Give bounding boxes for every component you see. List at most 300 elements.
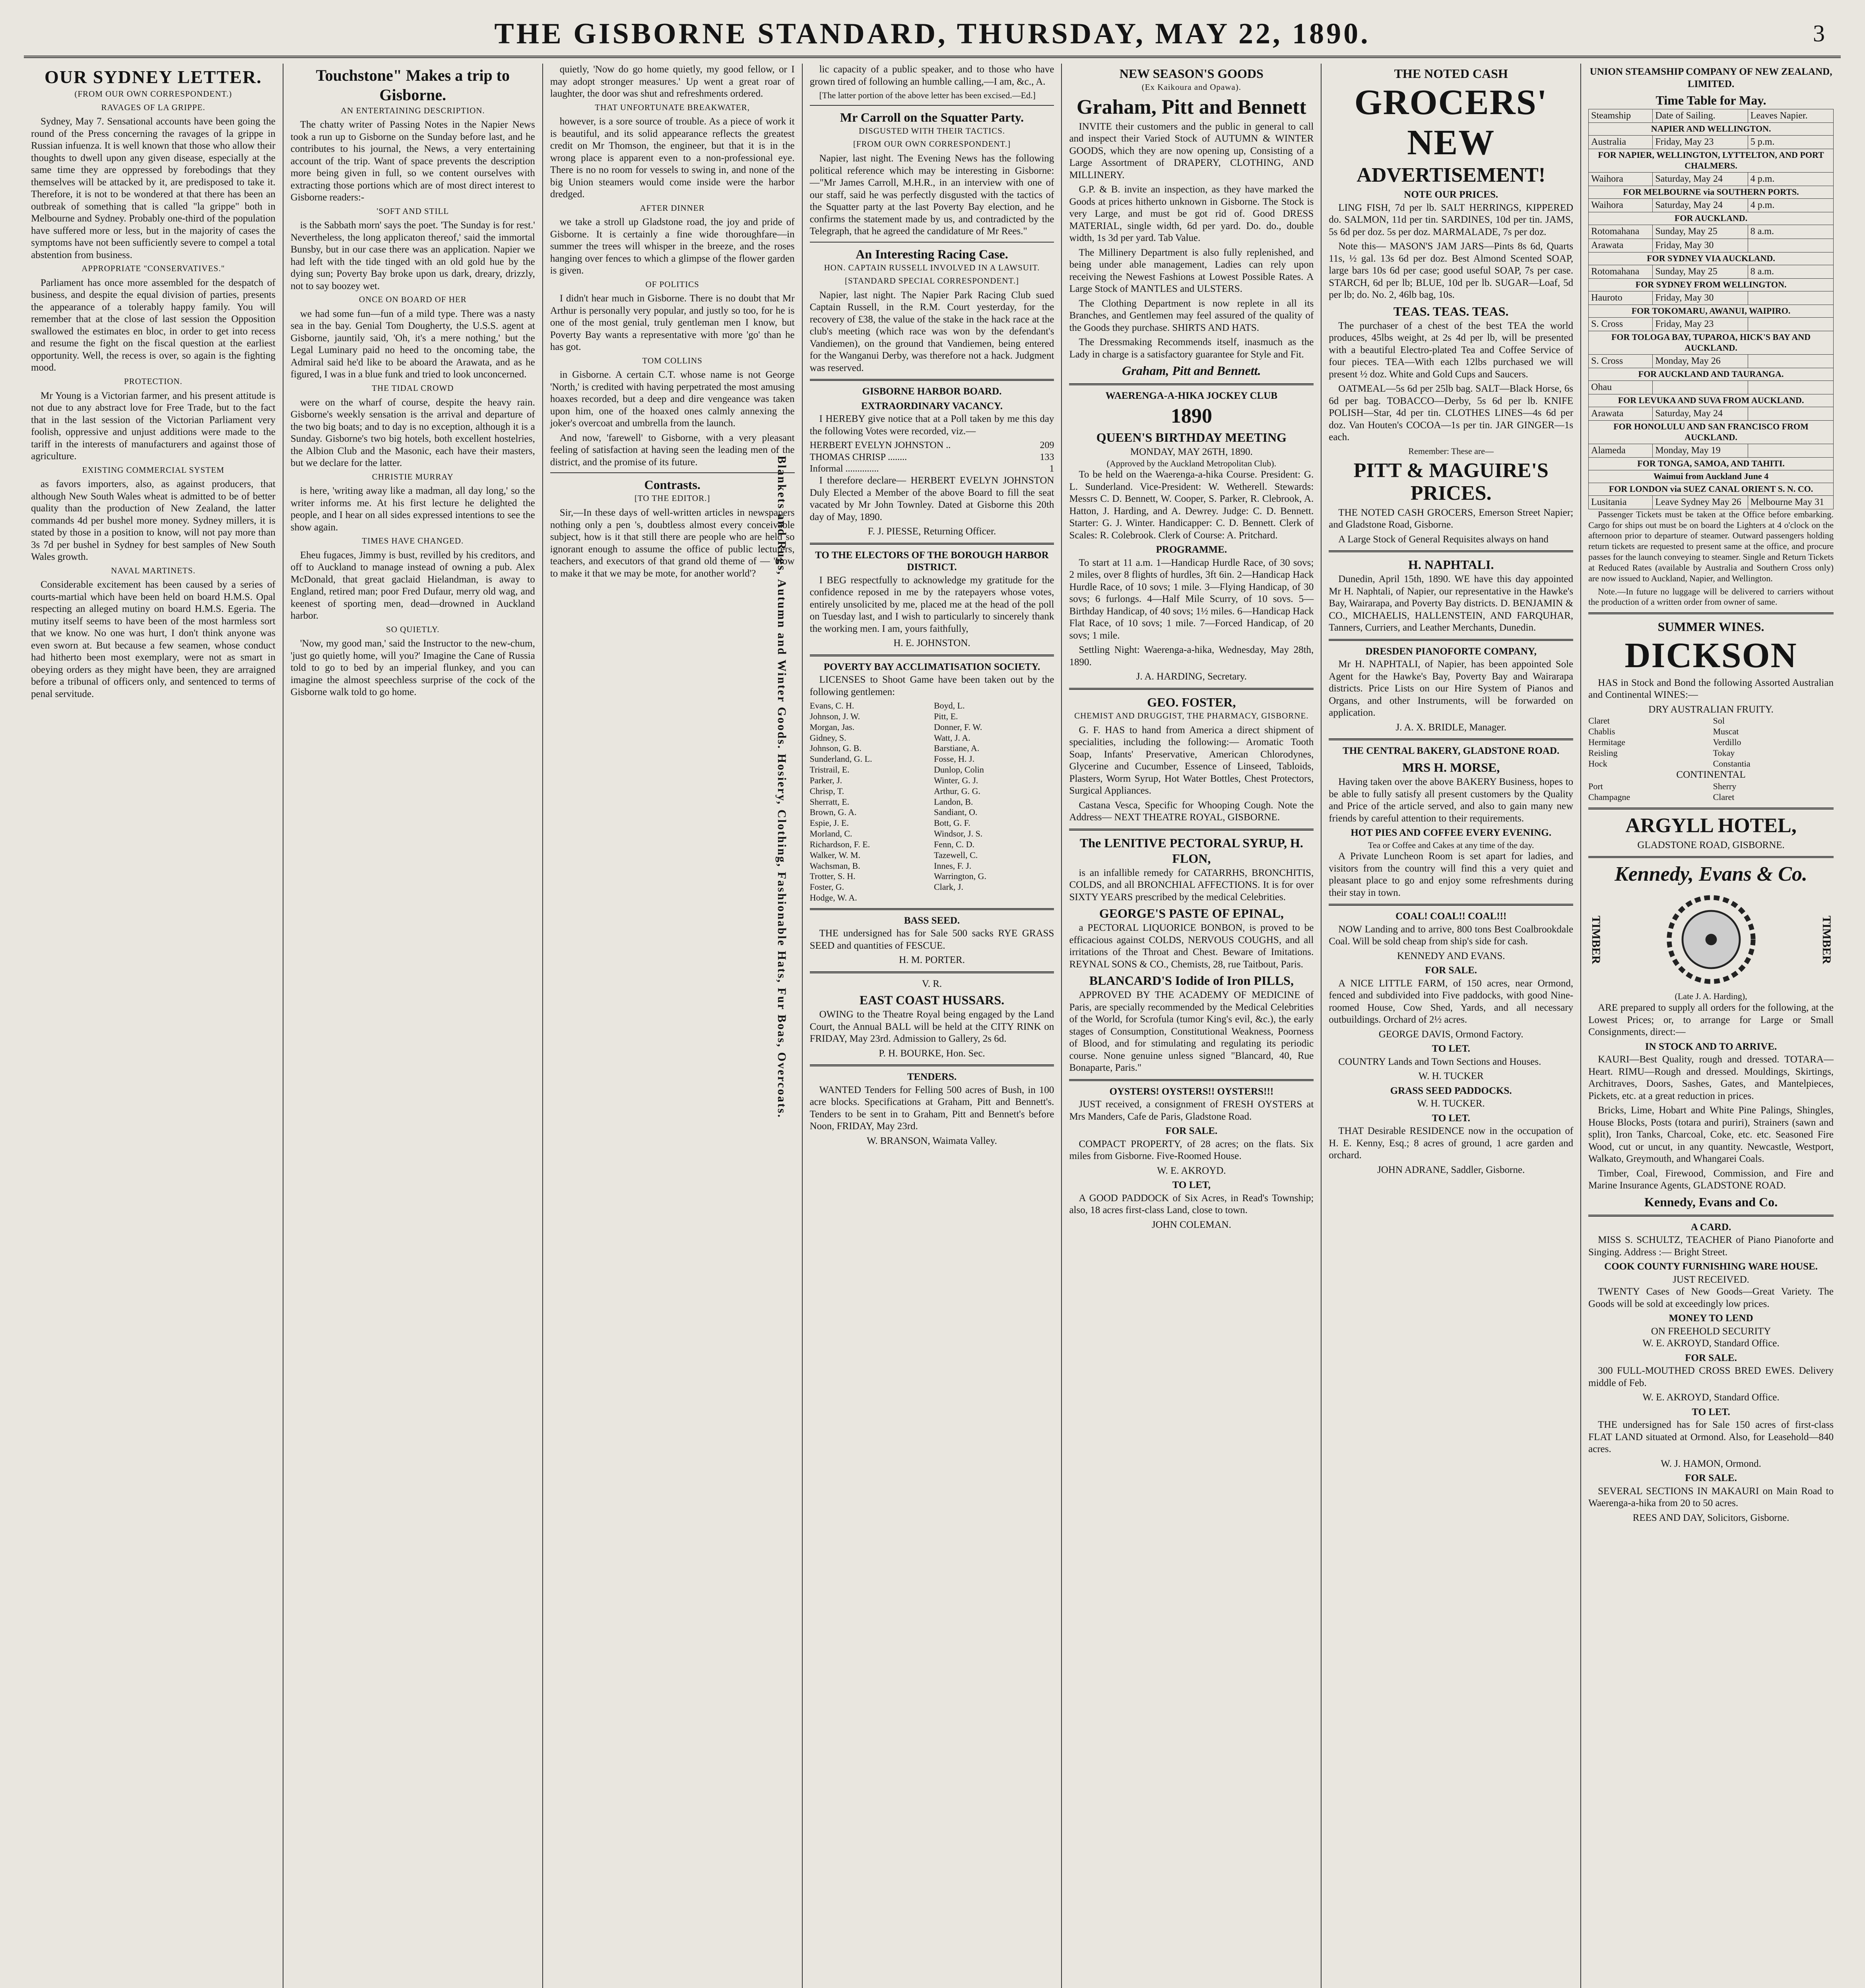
- subheading: CHEMIST AND DRUGGIST, THE PHARMACY, GISBORNE.: [1074, 711, 1309, 720]
- column-3: [543, 64, 803, 1988]
- signature: REES AND DAY, Solicitors, Gisborne.: [1632, 1512, 1789, 1523]
- licensee-list: [810, 701, 1054, 903]
- timetable-destination: NAPIER AND WELLINGTON.: [1589, 123, 1834, 136]
- wine-list: [1588, 716, 1834, 769]
- timetable-row: Australia Friday, May 23 5 p.m.: [1589, 136, 1834, 149]
- subheading: JUST RECEIVED.: [1673, 1274, 1749, 1285]
- ad-big-new: NEW: [1407, 122, 1495, 162]
- licensee-name: Barstiane, A.: [934, 743, 980, 753]
- ad-text: Timber, Coal, Firewood, Commission, and Fire and Marine Insurance Agents, GLADSTONE ROAD.: [1588, 1168, 1834, 1191]
- divider: [1329, 738, 1573, 740]
- ad-text: Passenger Tickets must be taken at the Office before embarking. Cargo for ships out must be on board the Lighters at 4 o'clock on the afternoon prior to departure of steamer. Outward passengers holding return tickets are requested to present same at the office, and procure passes for the launch conveying to steamer. Single and Return Tickets at Reduced Rates (available by Australia and Southern Cross only) are now issued to Auckland, Napier, and Wellington.: [1588, 509, 1834, 583]
- licensee-name: Evans, C. H.: [809, 701, 854, 711]
- article-paragraph: we had some fun—fun of a mild type. There was a nasty sea in the bay. Genial Tom Dougherty, the U.S.S. agent at Gisborne, jauntily said, 'Oh, it's a mere nothing,' but the Legal Luminary paid no heed to the oncoming tabe, the Admiral said he'd like to be aboard the Arawata, and as he figured, I was in a blue funk and tried to look unconcerned.: [290, 308, 535, 380]
- remember-note: Remember: These are—: [1408, 446, 1494, 456]
- ad-text: 300 FULL-MOUTHED CROSS BRED EWES. Delivery middle of Feb.: [1588, 1365, 1834, 1388]
- section-heading: AFTER DINNER: [640, 203, 705, 213]
- licensee-name: Sandiant, O.: [934, 807, 978, 817]
- wine-name: Constantia: [1713, 758, 1750, 769]
- divider: [1069, 829, 1314, 831]
- licensee-name: Brown, G. A.: [809, 807, 857, 817]
- ad-text: THE undersigned has for Sale 500 sacks RYE GRASS SEED and quantities of FESCUE.: [809, 928, 1054, 951]
- signature: P. H. BOURKE, Hon. Sec.: [879, 1048, 985, 1059]
- licensee-name: Windsor, J. S.: [934, 829, 983, 839]
- ad-text: A Large Stock of General Requisites always on hand: [1338, 534, 1549, 545]
- ad-title-dresden: DRESDEN PIANOFORTE COMPANY,: [1365, 646, 1537, 657]
- timetable-destination: FOR SYDNEY FROM WELLINGTON.: [1589, 278, 1834, 291]
- article-title-sydney-letter: OUR SYDNEY LETTER.: [45, 67, 262, 87]
- licensee-name: Walker, W. M.: [809, 850, 861, 860]
- ad-title-for-sale: FOR SALE.: [1165, 1126, 1218, 1137]
- ad-title-oysters: OYSTERS! OYSTERS!! OYSTERS!!!: [1109, 1086, 1274, 1097]
- ad-text: KAURI—Best Quality, rough and dressed. TOTARA—Heart. RIMU—Rough and dressed. Mouldings, Skirtings, Architraves, Doors, Sashes, Gates, and Mantelpieces, Pickets, etc. at a great reduction in prices.: [1588, 1054, 1834, 1101]
- section-heading: SO QUIETLY.: [386, 624, 440, 634]
- signature: W. H. TUCKER: [1418, 1071, 1484, 1082]
- subheading: (Late J. A. Harding),: [1675, 991, 1747, 1002]
- ad-text: Note.—In future no luggage will be delivered to carriers without the production of a written order from owner of same.: [1588, 586, 1834, 607]
- licensee-name: Bott, G. F.: [934, 818, 970, 828]
- divider: [550, 472, 795, 473]
- ad-title-blancard: BLANCARD'S Iodide of Iron PILLS,: [1089, 973, 1294, 988]
- subheading: DISGUSTED WITH THEIR TACTICS.: [859, 126, 1005, 136]
- divider: [1329, 550, 1573, 552]
- ad-text: A NICE LITTLE FARM, of 150 acres, near Ormond, fenced and subdivided into Five paddocks, with good Nine-roomed House, Cow Shed, Yards, and all necessary outbuildings. Orchard of 2½ acres.: [1329, 978, 1574, 1025]
- sawblade-row: [1588, 888, 1834, 991]
- section-heading: TOM COLLINS: [642, 355, 703, 365]
- timetable-row: S. Cross Monday, May 26: [1589, 354, 1834, 368]
- article-paragraph: Mr Young is a Victorian farmer, and his present attitude is not due to any abstract love for Free Trade, but to the fact that in the last session of the Victorian Parliament very foolish, oppressive and unjust additions were made to the tariff in the interests of manufacturers and against those of agriculture.: [31, 390, 276, 462]
- column-5: [1062, 64, 1322, 1988]
- signature: W. H. TUCKER.: [1417, 1098, 1485, 1109]
- wine-name: Port: [1588, 781, 1603, 791]
- teas-heading: TEAS. TEAS. TEAS.: [1393, 304, 1509, 318]
- column-7: [1581, 64, 1841, 1988]
- section-heading: OF POLITICS: [645, 279, 699, 289]
- ad-text: The Clothing Department is now replete in all its Branches, and Gentlemen may feel assured of the quality of the Goods they purchase. SHIRTS AND HATS.: [1069, 298, 1314, 333]
- ad-text: A GOOD PADDOCK of Six Acres, in Read's Township; also, 18 acres first-class Land, close to town.: [1069, 1192, 1314, 1216]
- divider: [810, 543, 1054, 545]
- subheading: [TO THE EDITOR.]: [634, 493, 710, 503]
- timber-label-right: TIMBER: [1820, 915, 1833, 964]
- article-paragraph: were on the wharf of course, despite the heavy rain. Gisborne's weekly sensation is the arrival and departure of the two big boats; and to day is no exception, although it is a Sunday. Gisborne's two big hotels, both excellent hostelries, the Albion Club and the Masonic, each have their masters, but we declare for the latter.: [290, 397, 535, 469]
- timetable-header: Steamship Date of Sailing. Leaves Napier.: [1589, 109, 1834, 123]
- firm-name: Graham, Pitt and Bennett.: [1122, 363, 1261, 378]
- licensee-name: Sunderland, G. L.: [809, 754, 872, 764]
- ad-title-new-season-goods: NEW SEASON'S GOODS: [1119, 66, 1263, 81]
- ad-big-grocers: GROCERS': [1354, 83, 1548, 122]
- subheading: GLADSTONE ROAD, GISBORNE.: [1637, 839, 1785, 850]
- divider: [1069, 1079, 1314, 1081]
- timetable-row: Waihora Saturday, May 24 4 p.m.: [1589, 173, 1834, 186]
- signature: W. E. AKROYD.: [1157, 1165, 1226, 1176]
- signature: W. J. HAMON, Ormond.: [1661, 1458, 1761, 1469]
- licensee-name: Innes, F. J.: [934, 860, 972, 871]
- event-date: MONDAY, MAY 26TH, 1890.: [1130, 447, 1253, 458]
- article-title-racing: An Interesting Racing Case.: [856, 247, 1008, 261]
- ad-text: MISS S. SCHULTZ, TEACHER of Piano Pianoforte and Singing. Address :— Bright Street.: [1588, 1235, 1834, 1258]
- divider: [810, 242, 1054, 243]
- wine-name: Sherry: [1713, 781, 1737, 791]
- ad-text: OWING to the Theatre Royal being engaged by the Land Court, the Annual BALL will be held at the CITY RINK on FRIDAY, May 23rd. Admission to Gallery, 2s 6d.: [809, 1009, 1054, 1044]
- section-heading: RAVAGES OF LA GRIPPE.: [101, 102, 206, 112]
- article-paragraph: lic capacity of a public speaker, and to those who have grown tired of following an humble calling,—I am, &c., A.: [809, 64, 1054, 87]
- ad-text: LICENSES to Shoot Game have been taken out by the following gentlemen:: [809, 674, 1054, 697]
- vote-row: Informal .............. 1: [809, 463, 1054, 474]
- wine-name: Chablis: [1588, 726, 1615, 737]
- timetable-destination: FOR TOKOMARU, AWANUI, WAIPIRO.: [1589, 305, 1834, 317]
- ad-title-union-steamship: UNION STEAMSHIP COMPANY OF NEW ZEALAND, LIMITED.: [1589, 66, 1832, 89]
- page-number: 3: [1813, 20, 1825, 47]
- licensee-name: Johnson, G. B.: [809, 743, 862, 753]
- masthead: [24, 12, 1841, 58]
- timetable-destination: FOR SYDNEY VIA AUCKLAND.: [1589, 252, 1834, 265]
- ad-text: HAS in Stock and Bond the following Assorted Australian and Continental WINES:—: [1588, 677, 1834, 701]
- divider: [1588, 612, 1834, 614]
- subheading: (Ex Kaikoura and Opawa).: [1141, 82, 1241, 92]
- licensee-name: Boyd, L.: [934, 701, 965, 711]
- wine-name: Muscat: [1713, 726, 1739, 737]
- ad-subtitle: EXTRAORDINARY VACANCY.: [861, 400, 1003, 412]
- signature: KENNEDY AND EVANS.: [1397, 950, 1505, 961]
- timetable-row: S. Cross Friday, May 23: [1589, 317, 1834, 331]
- article-paragraph: quietly, 'Now do go home quietly, my good fellow, or I may adopt stronger measures.' Up went a great roar of laughter, the door was shut and refreshments ordered.: [550, 64, 795, 99]
- ad-title-argyll: ARGYLL HOTEL,: [1625, 814, 1797, 837]
- licensee-name: Clark, J.: [934, 882, 963, 892]
- timetable-row: Alameda Monday, May 19: [1589, 444, 1834, 457]
- ad-text: Note this— MASON'S JAM JARS—Pints 8s 6d, Quarts 11s, ½ gal. 13s 6d per doz. Best Almond Scented SOAP, large bars 10s 6d per case; good useful SOAP, 7s per case. STARCH, 6d per lb; BLUE, 10d per lb. SUGAR—Loaf, 5d per lb; do. No. 2, 46lb bag, 10s.: [1329, 241, 1574, 301]
- ad-text: APPROVED BY THE ACADEMY OF MEDICINE of Paris, are specially recommended by the Medical Celebrities of the World, for Scrofula (tumor King's evil, &c.), the early stages of Consumption, Constitutional Weakness, Poorness of Blood, and for stimulating and regulating its periodic course. None genuine unless signed "Blancard, 40, Rue Bonaparte, Paris.": [1069, 990, 1314, 1074]
- signature: W. E. AKROYD, Standard Office.: [1642, 1392, 1780, 1403]
- pitt-maguire-prices: PITT & MAGUIRE'S PRICES.: [1353, 459, 1549, 505]
- article-paragraph: Eheu fugaces, Jimmy is bust, revilled by his creditors, and off to Auckland to manage instead of owning a pub. Alex McDonald, that great gaclaid Hielandman, is away to England, retired man; poor Fred Dufaur, merry old wag, and keenest of sporting men, dead—drowned in Auckland harbor.: [290, 549, 535, 621]
- ad-title-harbor-board: GISBORNE HARBOR BOARD.: [862, 386, 1002, 397]
- licensee-name: Sherratt, E.: [809, 796, 850, 807]
- licensee-name: Arthur, G. G.: [934, 786, 981, 796]
- licensee-name: Landon, B.: [934, 796, 973, 807]
- ad-title-electors: TO THE ELECTORS OF THE BOROUGH HARBOR DISTRICT.: [815, 549, 1049, 573]
- ad-text: is an infallible remedy for CATARRHS, BRONCHITIS, COLDS, and all BRONCHIAL AFFECTIONS. It is for over SIXTY YEARS prescribed by the medical Celebrities.: [1069, 867, 1314, 903]
- ad-text: ARE prepared to supply all orders for the following, at the Lowest Prices; or, to arrange for Large or Small Consignments, direct:—: [1588, 1002, 1834, 1038]
- article-paragraph: Sir,—In these days of well-written articles in newspapers nothing only a pen 's, doubtless almost every conceivable subject, how is it that still there are people who are held so ignorant enough to assume the office of public lecturers, teachers, and executors of that grand old theme of — 'How to make it that we may be mote, for another world'?: [550, 507, 795, 579]
- timber-label-left: TIMBER: [1589, 915, 1603, 964]
- ad-title-for-sale: FOR SALE.: [1685, 1473, 1737, 1484]
- divider: [810, 379, 1054, 381]
- article-paragraph: And now, 'farewell' to Gisborne, with a very pleasant feeling of satisfaction at having seen the leading men of the district, and the promise of its future.: [550, 432, 795, 468]
- licensee-name: Chrisp, T.: [809, 786, 844, 796]
- column-1: [24, 64, 283, 1988]
- licensee-name: Parker, J.: [809, 775, 842, 785]
- ad-text: NOW Landing and to arrive, 800 tons Best Coalbrookdale Coal. Will be sold cheap from ship's side for cash.: [1329, 924, 1574, 947]
- timetable-row: Waihora Saturday, May 24 4 p.m.: [1589, 199, 1834, 212]
- subheading: DRY AUSTRALIAN FRUITY.: [1648, 704, 1774, 715]
- divider: [810, 654, 1054, 656]
- ad-text: TWENTY Cases of New Goods—Great Variety. The Goods will be sold at exceedingly low prices.: [1588, 1286, 1834, 1309]
- ad-text: COMPACT PROPERTY, of 28 acres; on the flats. Six miles from Gisborne. Five-Roomed House.: [1069, 1138, 1314, 1162]
- ad-text: LING FISH, 7d per lb. SALT HERRINGS, KIPPERED do. SALMON, 11d per tin. SARDINES, 10d per tin. JAMS, 5s 6d per doz. 5s per doz. MARMALADE, 7s per doz.: [1329, 202, 1574, 237]
- byline: (FROM OUR OWN CORRESPONDENT.): [74, 89, 232, 99]
- licensee-name: Winter, G. J.: [934, 775, 978, 785]
- section-heading: EXISTING COMMERCIAL SYSTEM: [82, 465, 225, 475]
- timetable-destination: Waimui from Auckland June 4: [1589, 470, 1834, 483]
- ad-subtitle: NOTE OUR PRICES.: [1404, 189, 1498, 200]
- ad-title-geo-foster: GEO. FOSTER,: [1147, 695, 1236, 709]
- ad-text: a PECTORAL LIQUORICE BONBON, is proved to be efficacious against COLDS, NERVOUS COUGHS, and all irritations of the Throat and Chest. Beware of Imitations. REYNAL SONS & CO., Chemists, 28, rue Taitbout, Paris.: [1069, 922, 1314, 970]
- licensee-name: Espie, J. E.: [809, 818, 849, 828]
- ad-text: OATMEAL—5s 6d per 25lb bag. SALT—Black Horse, 6s 6d per bag. TOBACCO—Derby, 5s 6d per lb. KNIFE POLISH—Star, 4d per tin. CLOTHES LINES—4s 6d per doz. Van Houten's COCOA—1s per tin. JAR GINGER—1s each.: [1329, 383, 1574, 443]
- licensee-name: Donner, F. W.: [934, 722, 982, 732]
- article-paragraph: as favors importers, also, as against producers, that although New South Wales wheat is admitted to be of better quality than the production of New Zealand, the latter commands 4d per bushel more money. Sydney millers, it is stated by those in a position to know, will not pay more than 3s 7d per bushel in Sydney for best samples of New South Wales growth.: [31, 479, 276, 563]
- signature: GEORGE DAVIS, Ormond Factory.: [1378, 1029, 1523, 1040]
- article-paragraph: Considerable excitement has been caused by a series of courts-martial which have been held on board H.M.S. Opal respecting an alleged mutiny on board H.M.S. Egeria. The mutiny itself seems to have been of the most harmless sort that we know. No one was hurt, I don't think anyone was even sworn at. But because a few seamen, whose conduct had hitherto been most exemplary, were not as smart in obeying orders as they might have been, they are arraigned before a tribunal of officers only, and sentenced to terms of penal servitude.: [31, 579, 276, 699]
- wine-name: Hermitage: [1588, 737, 1626, 747]
- ad-text: The Millinery Department is also fully replenished, and being under able management, Ladies can rely upon receiving the Newest Fashions at Lowest Possible Rates. A Large Stock of MANTLES and ULSTERS.: [1069, 247, 1314, 295]
- licensee-name: Warrington, G.: [934, 871, 987, 881]
- wine-name: Hock: [1588, 758, 1607, 769]
- licensee-name: Tristrail, E.: [809, 765, 850, 775]
- vote-row: HERBERT EVELYN JOHNSTON .. 209: [809, 440, 1054, 451]
- timetable-row: Ohau: [1589, 381, 1834, 394]
- article-paragraph: The chatty writer of Passing Notes in the Napier News took a run up to Gisborne on the Sunday before last, and he contributes to his journal, the News, a very entertaining account of the trip. Want of space prevents the description more being given in full, so we content ourselves with extracting those portions which are of most direct interest to Gisborne readers:-: [290, 119, 535, 203]
- licensee-name: Dunlop, Colin: [934, 765, 984, 775]
- licensee-name: Hodge, W. A.: [809, 893, 857, 903]
- wine-list-continental: [1588, 781, 1834, 803]
- timetable-destination: FOR TOLOGA BAY, TUPAROA, HICK'S BAY AND AUCKLAND.: [1589, 331, 1834, 355]
- licensee-name: Morgan, Jas.: [809, 722, 855, 732]
- licensee-name: Johnson, J. W.: [809, 711, 860, 721]
- article-paragraph: we take a stroll up Gladstone road, the joy and pride of Gisborne. It is certainly a fine wide thoroughfare—in summer the trees will whisper in the breeze, and the roses hanging over fences to which a glimpse of the flower garden is given.: [550, 217, 795, 276]
- divider: [810, 1064, 1054, 1066]
- licensee-name: Tazewell, C.: [934, 850, 978, 860]
- licensee-name: Trotter, S. H.: [809, 871, 856, 881]
- ad-text: I therefore declare— HERBERT EVELYN JOHNSTON Duly Elected a Member of the above Board to fill the seat vacated by Mr John Townley. Dated at Gisborne this 20th day of May, 1890.: [809, 475, 1054, 522]
- divider: [810, 908, 1054, 910]
- wine-name: Claret: [1713, 792, 1735, 802]
- ad-title-jockey-club: WAERENGA-A-HIKA JOCKEY CLUB: [1105, 390, 1278, 402]
- ad-title-to-let: TO LET.: [1432, 1112, 1470, 1124]
- signature: JOHN ADRANE, Saddler, Gisborne.: [1377, 1164, 1525, 1175]
- divider: [1329, 639, 1573, 641]
- column-6: [1322, 64, 1581, 1988]
- section-heading: 'SOFT AND STILL: [376, 206, 449, 216]
- timetable-destination: FOR LEVUKA AND SUVA FROM AUCKLAND.: [1589, 394, 1834, 407]
- timetable-title: Time Table for May.: [1655, 93, 1766, 107]
- firm-name: Graham, Pitt and Bennett: [1076, 95, 1306, 118]
- event-title: QUEEN'S BIRTHDAY MEETING: [1096, 430, 1287, 445]
- ad-text: THE NOTED CASH GROCERS, Emerson Street Napier; and Gladstone Road, Gisborne.: [1329, 507, 1574, 530]
- ad-title-naphtali: H. NAPHTALI.: [1408, 557, 1494, 572]
- signature: H. M. PORTER.: [899, 955, 965, 966]
- licensee-name: Wachsman, B.: [809, 860, 860, 871]
- column-2: [283, 64, 543, 1988]
- vote-row: THOMAS CHRISP ........ 133: [809, 452, 1054, 462]
- licensee-name: Watt, J. A.: [934, 732, 970, 743]
- timetable-row: Lusitania Leave Sydney May 26 Melbourne May 31: [1589, 495, 1834, 509]
- ad-text: THAT Desirable RESIDENCE now in the occupation of H. E. Kenny, Esq.; 8 acres of ground, 1 acre garden and orchard.: [1329, 1126, 1574, 1161]
- licensee-name: [934, 893, 1054, 903]
- ad-text: COUNTRY Lands and Town Sections and Houses.: [1338, 1056, 1541, 1067]
- article-title-contrasts: Contrasts.: [644, 478, 701, 492]
- vote-results: [810, 440, 1054, 475]
- signature: J. A. HARDING, Secretary.: [1136, 671, 1247, 682]
- byline: [FROM OUR OWN CORRESPONDENT.]: [853, 139, 1011, 149]
- timetable-row: Rotomahana Sunday, May 25 8 a.m.: [1589, 225, 1834, 239]
- ad-title-cook-county: COOK COUNTY FURNISHING WARE HOUSE.: [1604, 1261, 1818, 1272]
- programme-heading: PROGRAMME.: [1156, 544, 1227, 555]
- signature: W. E. AKROYD, Standard Office.: [1642, 1338, 1780, 1349]
- section-heading: THAT UNFORTUNATE BREAKWATER,: [595, 102, 750, 112]
- article-paragraph: however, is a sore source of trouble. As a piece of work it is beautiful, and its solid appearance reflects the greatest credit on Mr Thomson, the engineer, but that it is in the wrong place is apparent even to a non-professional eye. There is no no room for vessels to swing in, and none of the big Union steamers would come inside were the harbor dredged.: [550, 116, 795, 200]
- article-paragraph: 'Now, my good man,' said the Instructor to the new-chum, 'just go quietly home, will you?' Imagine the Cane of Russia told to go to bed by an imperial flunkey, and you can imagine the almost speechless surprise of the cock of the Gisborne walk told to go home.: [290, 638, 535, 698]
- ad-text: To start at 11 a.m. 1—Handicap Hurdle Race, of 30 sovs; 2 miles, over 8 flights of hurdles, 3ft 6in. 2—Handicap Hack Hurdle Race, of 10 sovs; 1 mile. 3—Flying Handicap, of 30 sovs; 6 furlongs. 4—Half Mile Scurry, of 10 sovs. 5—Birthday Handicap, of 40 sovs; 1½ miles. 6—Handicap Hack Flat Race, of 10 sovs; 1 mile. 7—Forced Handicap, of 20 sovs; 1 mile.: [1069, 557, 1314, 641]
- approval-note: (Approved by the Auckland Metropolitan Club).: [1106, 458, 1277, 468]
- ad-text: The Dressmaking Recommends itself, inasmuch as the Lady in charge is a satisfactory guarantee for Style and Fit.: [1069, 337, 1314, 360]
- divider: [1069, 688, 1314, 690]
- signature: F. J. PIESSE, Returning Officer.: [867, 526, 996, 537]
- signature: JOHN COLEMAN.: [1151, 1219, 1231, 1230]
- ad-text: To be held on the Waerenga-a-hika Course. President: G. L. Sunderland. Vice-President: W. Wetherell. Stewards: Messrs C. D. Bennett, W. Cooper, S. Parker, R. Clebrook, A. Hatton, J. Harding, and A. Dewrey. Judge: C. D. Bennett. Starter: G. J. Winter. Handicapper: C. D. Bennett. Clerk of Scales: R. Colebrook. Clerk of Course: A. Pritchard.: [1069, 469, 1314, 541]
- ad-text: WANTED Tenders for Felling 500 acres of Bush, in 100 acre blocks. Specifications at Graham, Pitt and Bennett's. Tenders to be sent in to Graham, Pitt and Bennett's before Noon, FRIDAY, May 23rd.: [809, 1084, 1054, 1132]
- licensee-name: Pitt, E.: [934, 711, 958, 721]
- ad-title-to-let: TO LET.: [1432, 1043, 1470, 1054]
- timetable-destination: FOR TONGA, SAMOA, AND TAHITI.: [1589, 458, 1834, 470]
- ad-title-to-let: TO LET,: [1172, 1180, 1211, 1191]
- ad-text: INVITE their customers and the public in general to call and inspect their Varied Stock of AUTUMN & WINTER GOODS, which they are now opening up, Consisting of a Large Assortment of DRAPERY, CLOTHING, AND MILLINERY.: [1069, 121, 1314, 181]
- licensee-name: Richardson, F. E.: [809, 839, 870, 849]
- divider: [1588, 808, 1834, 810]
- year: 1890: [1170, 404, 1212, 427]
- section-heading: PROTECTION.: [124, 376, 182, 386]
- article-paragraph: in Gisborne. A certain C.T. whose name is not George 'North,' is credited with having perpetrated the most amusing hoaxes recorded, but a deep and dire vengeance was taken upon him, one of the hoaxed ones calmly annexing the joker's overcoat and umbrella from the launch.: [550, 369, 795, 429]
- wine-name: Sol: [1713, 716, 1725, 726]
- licensee-name: Fosse, H. J.: [934, 754, 975, 764]
- ad-text: THE undersigned has for Sale 150 acres of first-class FLAT LAND situated at Ormond. Also, for Leasehold—840 acres.: [1588, 1419, 1834, 1455]
- ad-text: Tea or Coffee and Cakes at any time of the day.: [1368, 840, 1534, 850]
- article-paragraph: Napier, last night. The Napier Park Racing Club sued Captain Russell, in the R.M. Court yesterday, for the recovery of £38, the value of the stake in the hack race at the club's meeting (which race was won by the defendant's Vandiemen), on the ground that Vandiemen, being entered for the Wanganui Derby, was therefore not a hack. Judgment was reserved.: [809, 289, 1054, 373]
- sawblade-icon: [1663, 892, 1759, 987]
- ad-title-to-let: TO LET.: [1692, 1406, 1730, 1417]
- subheading: ON FREEHOLD SECURITY: [1651, 1326, 1771, 1337]
- ad-subtitle: HOT PIES AND COFFEE EVERY EVENING.: [1351, 827, 1552, 839]
- signature: Kennedy, Evans and Co.: [1644, 1194, 1778, 1209]
- timetable-row: Rotomahana Sunday, May 25 8 a.m.: [1589, 265, 1834, 278]
- timetable-row: Arawata Saturday, May 24: [1589, 407, 1834, 420]
- article-title-carroll: Mr Carroll on the Squatter Party.: [840, 110, 1024, 124]
- signature: W. BRANSON, Waimata Valley.: [867, 1135, 997, 1146]
- timetable: [1588, 109, 1834, 509]
- article-paragraph: I didn't hear much in Gisborne. There is no doubt that Mr Arthur is personally very popular, and justly so too, for he is one of the most genial, truly gentleman men I know, but Poverty Bay wants a representative with more 'go' than he has got.: [550, 293, 795, 353]
- divider: [810, 971, 1054, 973]
- article-title-touchstone: Touchstone" Makes a trip to Gisborne.: [316, 66, 510, 104]
- subheading: AN ENTERTAINING DESCRIPTION.: [340, 105, 485, 115]
- newspaper-title: THE GISBORNE STANDARD, THURSDAY, MAY 22, 1890.: [494, 17, 1370, 50]
- vr-mark: V. R.: [922, 978, 942, 989]
- timetable-row: Arawata Friday, May 30: [1589, 239, 1834, 252]
- ad-text: I BEG respectfully to acknowledge my gratitude for the confidence reposed in me by the ratepayers whose votes, entirely unsolicited by me, placed me at the head of the poll on Tuesday last, and I wish to particularly to sincerely thank the working men. I am, yours faithfully,: [809, 575, 1054, 634]
- ad-title-money: MONEY TO LEND: [1669, 1313, 1753, 1324]
- ad-text: I HEREBY give notice that at a Poll taken by me this day the following Votes were recorded, viz.—: [809, 414, 1054, 437]
- timetable-destination: FOR AUCKLAND AND TAURANGA.: [1589, 368, 1834, 381]
- ad-text: The purchaser of a chest of the best TEA the world produces, 45lbs weight, at 2s 4d per lb, will be presented with a beautiful Electro-plated Tea and Coffee Service of four pieces. TEA—With each 12lbs purchased we will present ½ doz. White and Gold Cups and Saucers.: [1329, 320, 1574, 380]
- ad-text: G.P. & B. invite an inspection, as they have marked the Goods at prices hitherto unknown in Gisborne. The Stock is very Large, and must be got rid of. Good DRESS MATERIAL, single width, 6d per yard. Do. do., double width, 1s 3d per yard. Tab Value.: [1069, 184, 1314, 244]
- divider: [1588, 1215, 1834, 1217]
- ad-title-georges-paste: GEORGE'S PASTE OF EPINAL,: [1099, 906, 1284, 921]
- divider: [1588, 856, 1834, 858]
- wine-name: Champagne: [1588, 792, 1630, 802]
- article-paragraph: Parliament has once more assembled for the despatch of business, and despite the equal division of parties, presents the appearance of a tolerably happy family. You will remember that at the close of last session the Opposition swallowed the estimates en bloc, in order to get into recess and resume the fight on the fiscal question at the earliest opportunity. Well, the recess is over, so again is the fighting mood.: [31, 277, 276, 373]
- divider: [1329, 904, 1573, 906]
- vertical-side-text: Blankets and Rugs, Autumn and Winter Goods. Hosiery, Clothing, Fashionable Hats, Fur Boas, Overcoats.: [775, 456, 788, 1119]
- wine-name: Claret: [1588, 716, 1610, 726]
- article-paragraph: Napier, last night. The Evening News has the following political reference which may be interesting in Gisborne:—"Mr James Carroll, M.H.R., in an interview with one of our staff, said he was perfectly disgusted with the tactics of the Squatter party at the last Poverty Bay election, and he confirms the statement made by us, and contradicted by the Telegraph, that he agreed the candidature of Mr Rees.": [809, 153, 1054, 237]
- section-heading: THE TIDAL CROWD: [372, 383, 454, 393]
- ad-title-central-bakery: THE CENTRAL BAKERY, GLADSTONE ROAD.: [1343, 746, 1560, 757]
- newspaper-page: [24, 64, 1841, 1988]
- ad-text: Having taken over the above BAKERY Business, hopes to be able to fully satisfy all present customers by the Quality and Price of the article served, and also to gain many new friends by careful attention to their requirements.: [1329, 777, 1574, 824]
- ad-title-for-sale: FOR SALE.: [1685, 1352, 1737, 1363]
- section-heading: TIMES HAVE CHANGED.: [362, 536, 464, 546]
- ad-title-lenitive: The LENITIVE PECTORAL SYRUP, H. FLON,: [1079, 835, 1303, 866]
- dickson-name: DICKSON: [1624, 636, 1797, 676]
- subheading: HON. CAPTAIN RUSSELL INVOLVED IN A LAWSUIT.: [824, 262, 1040, 272]
- ad-text: Bricks, Lime, Hobart and White Pine Palings, Shingles, House Blocks, Posts (totara and puriri), Strainers (sawn and split), Iron Tanks, Charcoal, Coke, etc. etc. Seasoned Fire Wood, cut or uncut, in any quantity. Newcastle, Westport, Walkato, Greymouth, and Whangarei Coals.: [1588, 1105, 1834, 1165]
- ad-text: G. F. HAS to hand from America a direct shipment of specialities, including the following:— Aromatic Tooth Soap, Infants' Preservative, American Chlorodynes, Glycerine and Cucumber, Essence of Linseed, Tabloids, Plasters, Worm Syrup, Hot Water Bottles, Chest Protectors, Surgical Appliances.: [1069, 724, 1314, 796]
- timetable-destination: FOR HONOLULU AND SAN FRANCISCO FROM AUCKLAND.: [1589, 421, 1834, 444]
- timetable-destination: FOR MELBOURNE via SOUTHERN PORTS.: [1589, 186, 1834, 199]
- wine-name: Tokay: [1713, 747, 1735, 758]
- timetable-destination: FOR LONDON via SUEZ CANAL ORIENT S. N. CO.: [1589, 483, 1834, 495]
- article-paragraph: is the Sabbath morn' says the poet. 'The Sunday is for rest.' Nevertheless, the long applicaton thereof,' said the immortal Bunsby, but in our case there was an application. Napier we had left with the tide tinged with an old gold hue by the dying sun; Poverty Bay broke upon us dark, dreary, drizzly, not to say boozey wet.: [290, 220, 535, 291]
- article-paragraph: Sydney, May 7. Sensational accounts have been going the round of the Press concerning the ravages of la grippe in Russian infuenza. It is well known that those who allow their thoughts to dwell upon any given disease, especially at the same time they are oppressed by forebodings that they themselves will be attacked by it, are predisposed to take it. Therefore, it is not to be wondered at that there has been an outbreak of something that is called "la grippe" both in Melbourne and Sydney. Probably one-third of the population have suffered more or less, but in the majority of cases the symptoms have not been sufficiently severe to compel a total abstention from business.: [31, 116, 276, 260]
- editor-note: [The latter portion of the above letter has been excised.—Ed.]: [819, 90, 1036, 100]
- article-paragraph: is here, 'writing away like a madman, all day long,' so the writer informs me. At his first lecture he delighted the people, and I hear on all sides expressed intentions to see the show again.: [290, 485, 535, 533]
- byline: [STANDARD SPECIAL CORRESPONDENT.]: [845, 276, 1019, 286]
- ad-text: SEVERAL SECTIONS IN MAKAURI on Main Road to Waerenga-a-hika from 20 to 50 acres.: [1588, 1485, 1834, 1509]
- stock-heading: IN STOCK AND TO ARRIVE.: [1645, 1041, 1777, 1052]
- signature: H. E. JOHNSTON.: [893, 638, 970, 649]
- signature: J. A. X. BRIDLE, Manager.: [1395, 722, 1506, 733]
- subheading: CONTINENTAL: [1676, 769, 1746, 780]
- licensee-name: Fenn, C. D.: [934, 839, 975, 849]
- wine-name: Reisling: [1588, 747, 1618, 758]
- ad-text: Dunedin, April 15th, 1890. WE have this day appointed Mr H. Naphtali, of Napier, our representative in the Hawke's Bay, Wairarapa, and Poverty Bay districts. D. BENJAMIN & CO., MICHAELIS, HALLENSTEIN, AND FARQUHAR, Tanners, Curriers, and Leather Merchants, Dunedin.: [1329, 574, 1574, 633]
- timetable-destination: FOR NAPIER, WELLINGTON, LYTTELTON, AND PORT CHALMERS.: [1589, 149, 1834, 173]
- kennedy-evans-title: Kennedy, Evans & Co.: [1615, 863, 1808, 886]
- ad-title-card: A CARD.: [1690, 1221, 1731, 1233]
- ad-big-advertisement: ADVERTISEMENT!: [1357, 164, 1546, 187]
- ad-title-hussars: EAST COAST HUSSARS.: [859, 993, 1005, 1008]
- section-heading: NAVAL MARTINETS.: [111, 565, 196, 575]
- ad-title-grass-seed: GRASS SEED PADDOCKS.: [1390, 1085, 1512, 1096]
- licensee-name: Foster, G.: [809, 882, 844, 892]
- ad-text: A Private Luncheon Room is set apart for ladies, and visitors from the country will find this a very quiet and pleasant place to go and enjoy some refreshments during their stay in town.: [1329, 851, 1574, 898]
- ad-title-morse: MRS H. MORSE,: [1402, 760, 1500, 775]
- section-heading: ONCE ON BOARD OF HER: [359, 295, 467, 305]
- divider: [1069, 383, 1314, 385]
- ad-title-grass-seed: BASS SEED.: [904, 915, 960, 926]
- ad-text: JUST received, a consignment of FRESH OYSTERS at Mrs Manders, Cafe de Paris, Gladstone Road.: [1069, 1099, 1314, 1122]
- ad-title-tenders: TENDERS.: [907, 1072, 957, 1083]
- wine-name: Verdillo: [1713, 737, 1741, 747]
- ad-text: Mr H. NAPHTALI, of Napier, has been appointed Sole Agent for the Hawke's Bay, Poverty Bay and Wairarapa districts. Price Lists on our Hire System of Pianos and Organs, and other Instruments, will be forwarded on application.: [1329, 659, 1574, 718]
- section-heading: APPROPRIATE "CONSERVATIVES.": [82, 264, 225, 274]
- ad-text: Castana Vesca, Specific for Whooping Cough. Note the Address— NEXT THEATRE ROYAL, GISBORNE.: [1069, 800, 1314, 823]
- divider: [810, 105, 1054, 106]
- timetable-row: Hauroto Friday, May 30: [1589, 291, 1834, 305]
- ad-title-acclimatisation: POVERTY BAY ACCLIMATISATION SOCIETY.: [823, 661, 1040, 672]
- ad-title-for-sale: FOR SALE.: [1425, 965, 1477, 976]
- section-heading: CHRISTIE MURRAY: [372, 472, 454, 481]
- licensee-name: Morland, C.: [809, 829, 852, 839]
